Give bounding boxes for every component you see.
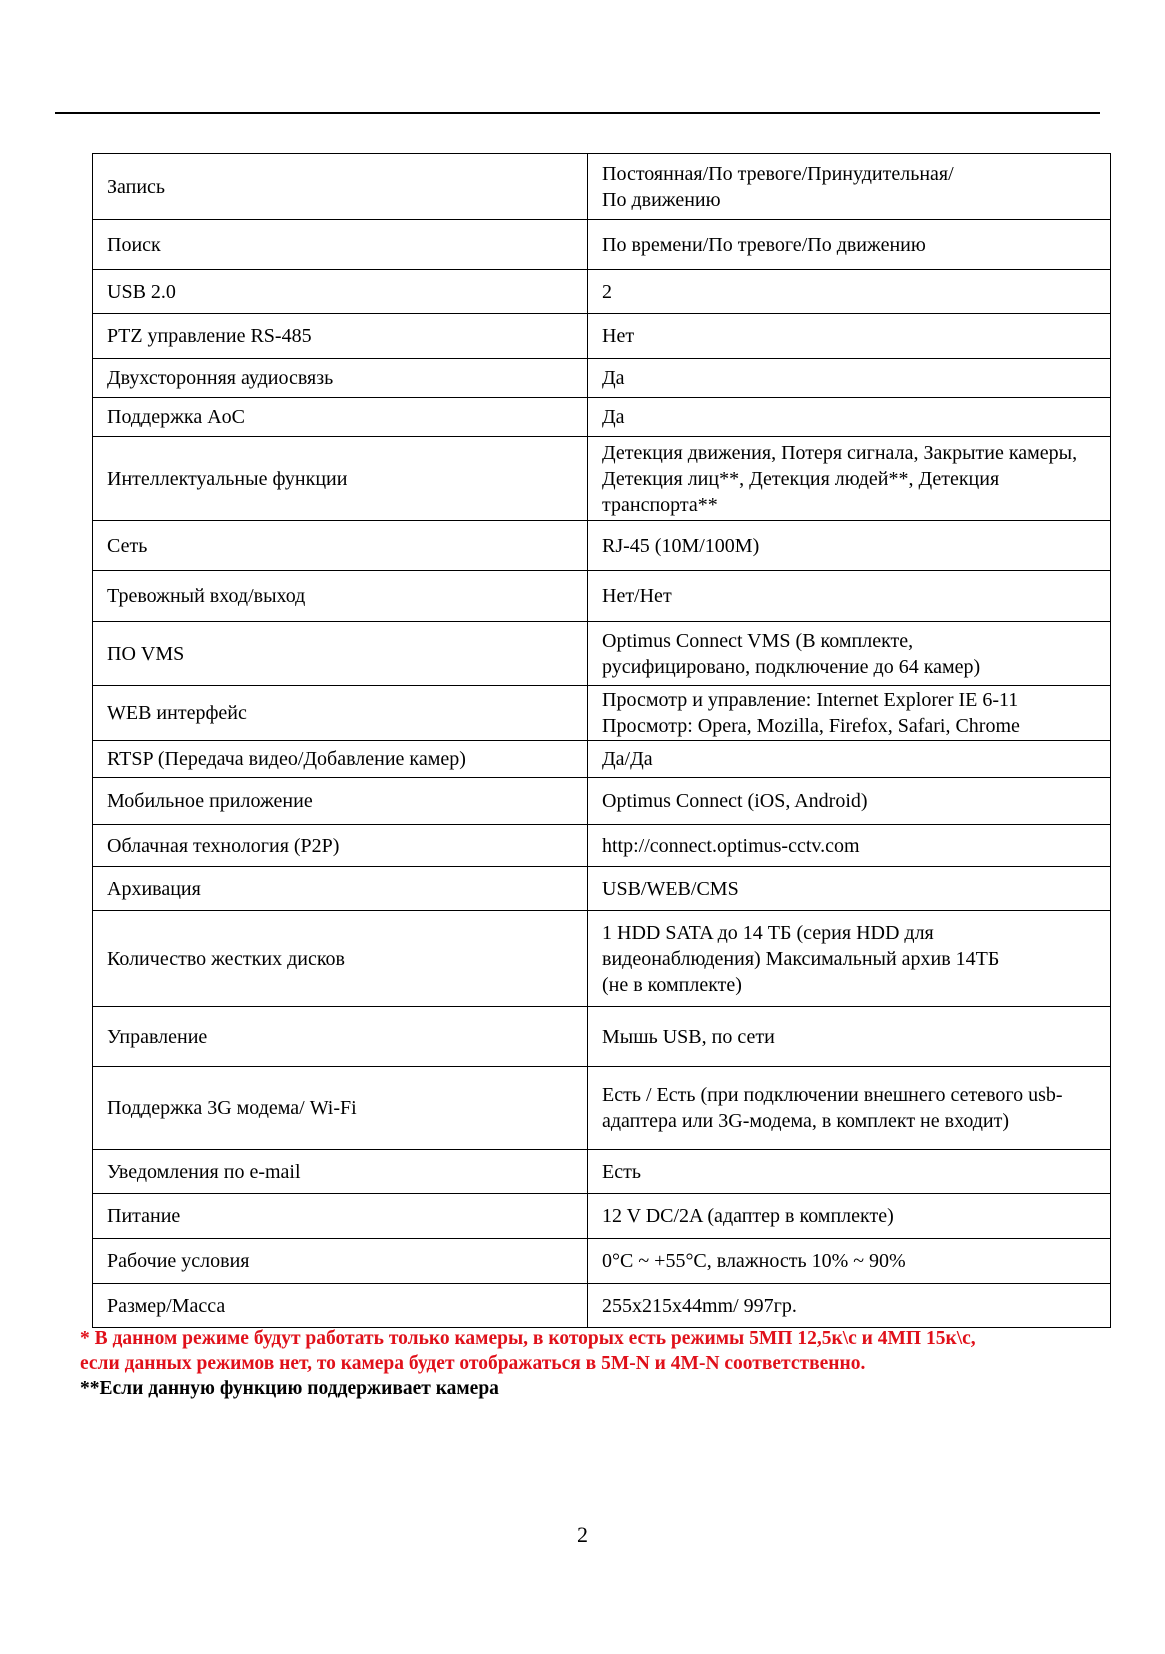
- spec-row: [93, 220, 1111, 270]
- spec-row: [93, 1150, 1111, 1194]
- spec-label: Интеллектуальные функции: [93, 437, 588, 521]
- spec-value: [588, 314, 1111, 359]
- spec-value-line: Есть / Есть (при подключении внешнего сетевого usb-: [602, 1084, 1063, 1106]
- spec-value: [588, 741, 1111, 778]
- spec-value-line: 1 HDD SATA до 14 ТБ (серия HDD для: [602, 921, 934, 944]
- spec-row: [93, 359, 1111, 398]
- spec-row: [93, 686, 1111, 741]
- spec-value-line: Просмотр: Opera, Mozilla, Firefox, Safari, Chrome: [602, 715, 1020, 737]
- spec-value-line: Детекция движения, Потеря сигнала, Закрытие камеры,: [602, 441, 1078, 464]
- spec-value-line: http://connect.optimus-cctv.com: [602, 834, 860, 857]
- spec-label: USB 2.0: [93, 270, 588, 314]
- spec-value: [588, 1150, 1111, 1194]
- spec-value: [588, 1194, 1111, 1239]
- spec-row: [93, 437, 1111, 521]
- spec-table-body: [93, 154, 1111, 1328]
- spec-value: [588, 1007, 1111, 1067]
- spec-value: [588, 778, 1111, 825]
- footnotes: [80, 1326, 1120, 1401]
- spec-label: Управление: [93, 1007, 588, 1067]
- spec-value: [588, 622, 1111, 686]
- spec-value-line: адаптера или 3G-модема, в комплект не входит): [602, 1110, 1010, 1132]
- spec-value-line: Постоянная/По тревоге/Принудительная/: [602, 162, 954, 185]
- spec-label: Поиск: [93, 220, 588, 270]
- spec-row: [93, 398, 1111, 437]
- spec-value-line: видеонаблюдения) Максимальный архив 14ТБ: [602, 947, 1000, 970]
- spec-value: [588, 1067, 1111, 1150]
- spec-row: [93, 314, 1111, 359]
- spec-row: [93, 778, 1111, 825]
- spec-row: [93, 1284, 1111, 1328]
- spec-label: Сеть: [93, 521, 588, 571]
- spec-label: RTSP (Передача видео/Добавление камер): [93, 741, 588, 778]
- spec-label: Тревожный вход/выход: [93, 571, 588, 622]
- spec-row: [93, 1239, 1111, 1284]
- spec-label: Размер/Масса: [93, 1284, 588, 1328]
- spec-label: Мобильное приложение: [93, 778, 588, 825]
- header-rule: [55, 112, 1100, 114]
- spec-label: Облачная технология (P2P): [93, 825, 588, 867]
- spec-value-line: транспорта**: [602, 493, 718, 516]
- spec-value-line: (не в комплекте): [602, 973, 742, 996]
- spec-value-line: Есть: [602, 1160, 641, 1183]
- spec-value-line: Нет: [602, 325, 635, 347]
- spec-value-line: Да: [602, 367, 625, 389]
- spec-value: [588, 1284, 1111, 1328]
- spec-value: [588, 911, 1111, 1007]
- spec-label: WEB интерфейс: [93, 686, 588, 741]
- footnote-camera-modes-line-1: * В данном режиме будут работать только камеры, в которых есть режимы 5МП 12,5к\с и 4МП 15к\с,: [80, 1328, 976, 1349]
- spec-label: ПО VMS: [93, 622, 588, 686]
- spec-value: [588, 154, 1111, 220]
- spec-value-line: RJ-45 (10M/100M): [602, 534, 760, 557]
- page-number: 2: [577, 1522, 588, 1547]
- spec-label: Запись: [93, 154, 588, 220]
- spec-value-line: Да: [602, 406, 625, 428]
- spec-label: Количество жестких дисков: [93, 911, 588, 1007]
- spec-row: [93, 1067, 1111, 1150]
- spec-label: Уведомления по e-mail: [93, 1150, 588, 1194]
- spec-value-line: 255x215x44mm/ 997гр.: [602, 1294, 797, 1317]
- spec-row: [93, 521, 1111, 571]
- spec-value-line: Мышь USB, по сети: [602, 1025, 775, 1048]
- spec-value-line: Optimus Connect VMS (В комплекте,: [602, 629, 914, 652]
- spec-row: [93, 825, 1111, 867]
- spec-label: Двухсторонняя аудиосвязь: [93, 359, 588, 398]
- spec-value: [588, 359, 1111, 398]
- spec-row: [93, 622, 1111, 686]
- spec-label: Питание: [93, 1194, 588, 1239]
- spec-value-line: Детекция лиц**, Детекция людей**, Детекция: [602, 467, 1000, 490]
- spec-value-line: русифицировано, подключение до 64 камер): [602, 655, 981, 678]
- spec-row: [93, 270, 1111, 314]
- spec-value: [588, 686, 1111, 741]
- footnote-camera-modes-line-2: если данных режимов нет, то камера будет отображаться в 5M-N и 4M-N соответственно.: [80, 1353, 866, 1374]
- spec-value: [588, 437, 1111, 521]
- spec-label: PTZ управление RS-485: [93, 314, 588, 359]
- spec-value-line: 0°C ~ +55°C, влажность 10% ~ 90%: [602, 1250, 906, 1272]
- spec-value: [588, 825, 1111, 867]
- spec-label: Рабочие условия: [93, 1239, 588, 1284]
- spec-value-line: По движению: [602, 188, 721, 211]
- spec-value-line: Optimus Connect (iOS, Android): [602, 790, 868, 812]
- spec-value-line: Просмотр и управление: Internet Explorer IE 6-11: [602, 689, 1019, 711]
- spec-value: [588, 571, 1111, 622]
- spec-label: Архивация: [93, 867, 588, 911]
- spec-row: [93, 1007, 1111, 1067]
- footnote-camera-support: **Если данную функцию поддерживает камера: [80, 1378, 499, 1399]
- spec-row: [93, 1194, 1111, 1239]
- spec-value-line: По времени/По тревоге/По движению: [602, 233, 926, 256]
- spec-value-line: Да/Да: [602, 748, 653, 770]
- spec-table: [92, 153, 1111, 1328]
- spec-value-line: 2: [602, 280, 612, 303]
- spec-label: Поддержка AoC: [93, 398, 588, 437]
- spec-value-line: USB/WEB/CMS: [602, 877, 739, 900]
- spec-row: [93, 571, 1111, 622]
- spec-value: [588, 1239, 1111, 1284]
- spec-value: [588, 398, 1111, 437]
- spec-value: [588, 867, 1111, 911]
- spec-value-line: 12 V DC/2A (адаптер в комплекте): [602, 1205, 894, 1227]
- spec-row: [93, 154, 1111, 220]
- spec-row: [93, 867, 1111, 911]
- spec-row: [93, 741, 1111, 778]
- spec-row: [93, 911, 1111, 1007]
- spec-value: [588, 270, 1111, 314]
- spec-value: [588, 220, 1111, 270]
- spec-label: Поддержка 3G модема/ Wi-Fi: [93, 1067, 588, 1150]
- spec-value: [588, 521, 1111, 571]
- spec-value-line: Нет/Нет: [602, 585, 672, 607]
